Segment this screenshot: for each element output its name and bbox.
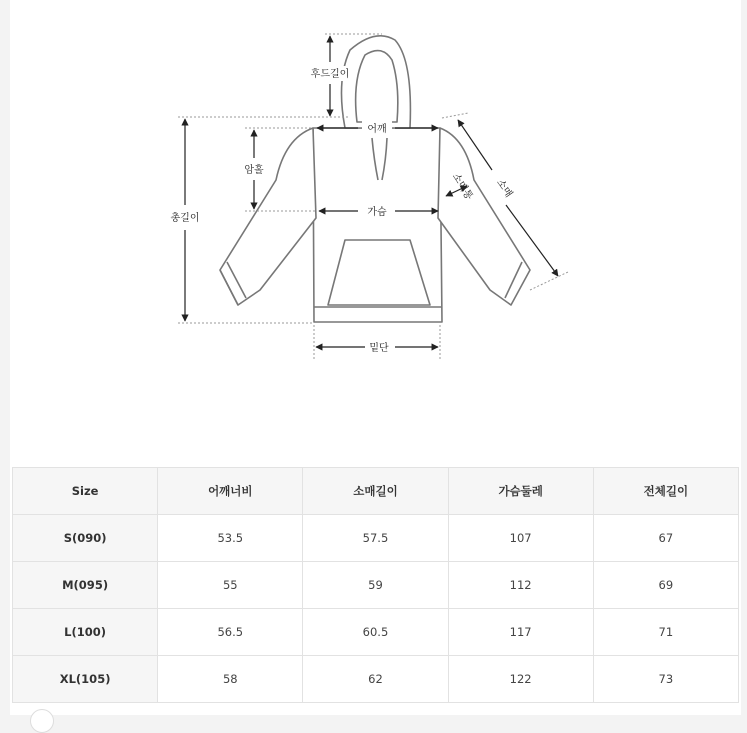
size-cell: L(100)	[13, 609, 158, 656]
table-cell: 53.5	[158, 515, 303, 562]
table-cell: 112	[448, 562, 593, 609]
hoodie-measurement-diagram	[10, 0, 741, 440]
table-cell: 59	[303, 562, 448, 609]
label-sleeve-width: 소매통	[449, 171, 475, 202]
size-cell: S(090)	[13, 515, 158, 562]
table-cell: 69	[593, 562, 738, 609]
table-header-row	[13, 468, 739, 515]
label-hood-length: 후드길이	[310, 69, 350, 80]
header-chest-circumference: 가슴둘레	[448, 468, 593, 515]
label-hem: 밑단	[369, 343, 389, 354]
table-cell: 67	[593, 515, 738, 562]
label-shoulder: 어깨	[367, 124, 387, 135]
header-shoulder-width: 어깨너비	[158, 468, 303, 515]
table-row	[13, 562, 739, 609]
label-sleeve: 소매	[494, 177, 515, 200]
header-sleeve-length: 소매길이	[303, 468, 448, 515]
size-cell: XL(105)	[13, 656, 158, 703]
table-row	[13, 656, 739, 703]
table-cell: 56.5	[158, 609, 303, 656]
table-cell: 73	[593, 656, 738, 703]
table-cell: 60.5	[303, 609, 448, 656]
label-total-length: 총길이	[170, 213, 200, 224]
table-cell: 122	[448, 656, 593, 703]
table-row	[13, 609, 739, 656]
table-cell: 71	[593, 609, 738, 656]
table-cell: 107	[448, 515, 593, 562]
header-size: Size	[13, 468, 158, 515]
table-cell: 58	[158, 656, 303, 703]
table-cell: 55	[158, 562, 303, 609]
scroll-button[interactable]	[30, 709, 54, 733]
table-cell: 62	[303, 656, 448, 703]
table-row	[13, 515, 739, 562]
label-chest: 가슴	[367, 207, 387, 218]
table-cell: 57.5	[303, 515, 448, 562]
size-cell: M(095)	[13, 562, 158, 609]
hoodie-outline	[220, 36, 530, 322]
size-guide-panel	[10, 0, 741, 715]
size-table	[12, 467, 739, 703]
table-cell: 117	[448, 609, 593, 656]
label-armhole: 암홀	[244, 165, 264, 176]
header-total-length: 전체길이	[593, 468, 738, 515]
